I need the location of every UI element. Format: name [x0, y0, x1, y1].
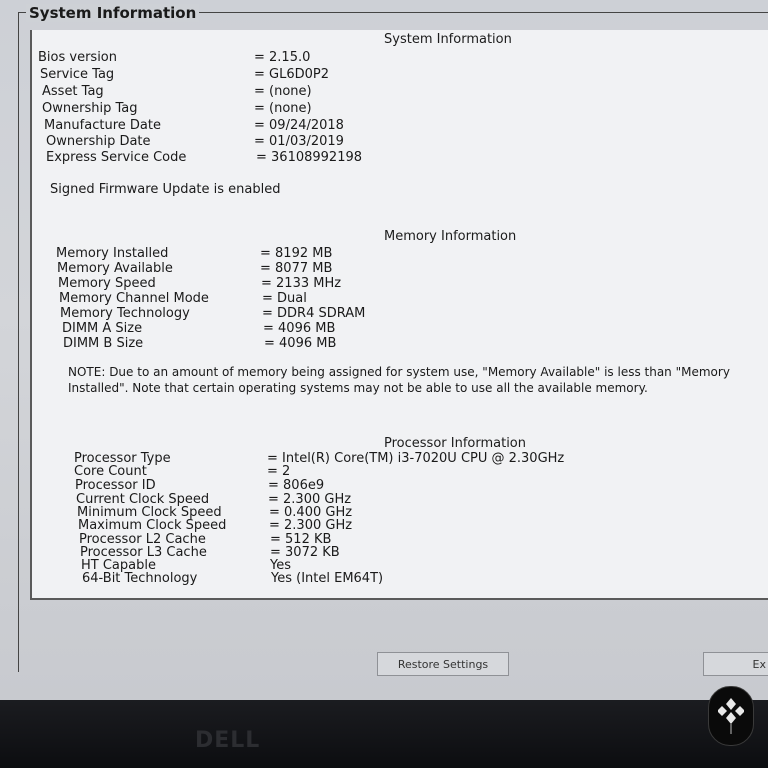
info-row	[32, 571, 768, 587]
info-row	[32, 150, 768, 166]
info-row	[32, 306, 768, 322]
row-value: = GL6D0P2	[254, 67, 330, 82]
info-row	[32, 246, 768, 262]
row-label: Current Clock Speed	[76, 492, 210, 507]
info-row	[32, 261, 768, 277]
row-value: = 8192 MB	[260, 246, 333, 261]
row-label: Ownership Tag	[42, 101, 138, 116]
dell-logo: DELL	[195, 728, 261, 753]
system-section-title: System Information	[384, 32, 512, 47]
row-value: = (none)	[254, 84, 312, 99]
row-value: Yes	[270, 558, 291, 573]
row-value: = Intel(R) Core(TM) i3-7020U CPU @ 2.30GHz	[267, 451, 565, 466]
row-label: Processor Type	[74, 451, 171, 466]
row-label: Memory Channel Mode	[59, 291, 209, 306]
row-label: Memory Installed	[56, 246, 169, 261]
restore-settings-button[interactable]: Restore Settings	[377, 652, 509, 676]
row-label: Manufacture Date	[44, 118, 161, 133]
row-label: 64-Bit Technology	[82, 571, 198, 586]
row-value: = 4096 MB	[264, 336, 337, 351]
group-title: System Information	[26, 4, 199, 22]
memory-section-title: Memory Information	[384, 229, 517, 244]
info-row	[32, 84, 768, 100]
info-row	[32, 101, 768, 117]
row-value: = 2.300 GHz	[269, 518, 353, 533]
watermark-badge-icon	[708, 686, 754, 746]
row-label: HT Capable	[81, 558, 156, 573]
exit-button[interactable]: Ex	[703, 652, 768, 676]
info-row	[32, 321, 768, 337]
row-label: DIMM A Size	[62, 321, 143, 336]
row-value: = (none)	[254, 101, 312, 116]
info-row	[32, 118, 768, 134]
row-value: = 8077 MB	[260, 261, 333, 276]
memory-note: NOTE: Due to an amount of memory being assigned for system use, "Memory Available" is less than "Memory Installed". Note that certain operating systems may not be able to use all the available memory.	[68, 365, 730, 395]
row-value: = 512 KB	[270, 532, 332, 547]
row-label: Processor ID	[75, 478, 156, 493]
row-value: Yes (Intel EM64T)	[271, 571, 384, 586]
info-row	[32, 276, 768, 292]
row-value: = 4096 MB	[263, 321, 336, 336]
info-row	[32, 336, 768, 352]
row-value: = 2.300 GHz	[268, 492, 352, 507]
row-value: = 2.15.0	[254, 50, 311, 65]
row-value: = 36108992198	[256, 150, 363, 165]
row-label: Bios version	[38, 50, 118, 65]
row-value: = 0.400 GHz	[269, 505, 353, 520]
row-label: Ownership Date	[46, 134, 151, 149]
row-label: Asset Tag	[42, 84, 104, 99]
row-value: = 09/24/2018	[254, 118, 344, 133]
row-value: = 01/03/2019	[254, 134, 344, 149]
row-label: Processor L2 Cache	[79, 532, 206, 547]
info-row	[32, 50, 768, 66]
signed-firmware-status: Signed Firmware Update is enabled	[50, 182, 281, 197]
diamond-icon	[718, 696, 744, 736]
row-label: Memory Speed	[58, 276, 156, 291]
info-row	[32, 134, 768, 150]
row-label: Core Count	[74, 464, 147, 479]
row-label: Processor L3 Cache	[80, 545, 207, 560]
processor-section-title: Processor Information	[384, 436, 526, 451]
row-label: DIMM B Size	[63, 336, 144, 351]
row-label: Memory Available	[57, 261, 173, 276]
row-label: Memory Technology	[60, 306, 190, 321]
laptop-bezel	[0, 700, 768, 768]
row-value: = 2133 MHz	[261, 276, 342, 291]
row-label: Maximum Clock Speed	[78, 518, 227, 533]
system-information-panel	[30, 30, 768, 600]
row-label: Service Tag	[40, 67, 115, 82]
row-value: = 806e9	[268, 478, 325, 493]
row-label: Express Service Code	[46, 150, 187, 165]
row-label: Minimum Clock Speed	[77, 505, 222, 520]
info-row	[32, 291, 768, 307]
row-value: = 3072 KB	[270, 545, 340, 560]
row-value: = Dual	[262, 291, 307, 306]
info-row	[32, 67, 768, 83]
row-value: = 2	[267, 464, 291, 479]
row-value: = DDR4 SDRAM	[262, 306, 366, 321]
